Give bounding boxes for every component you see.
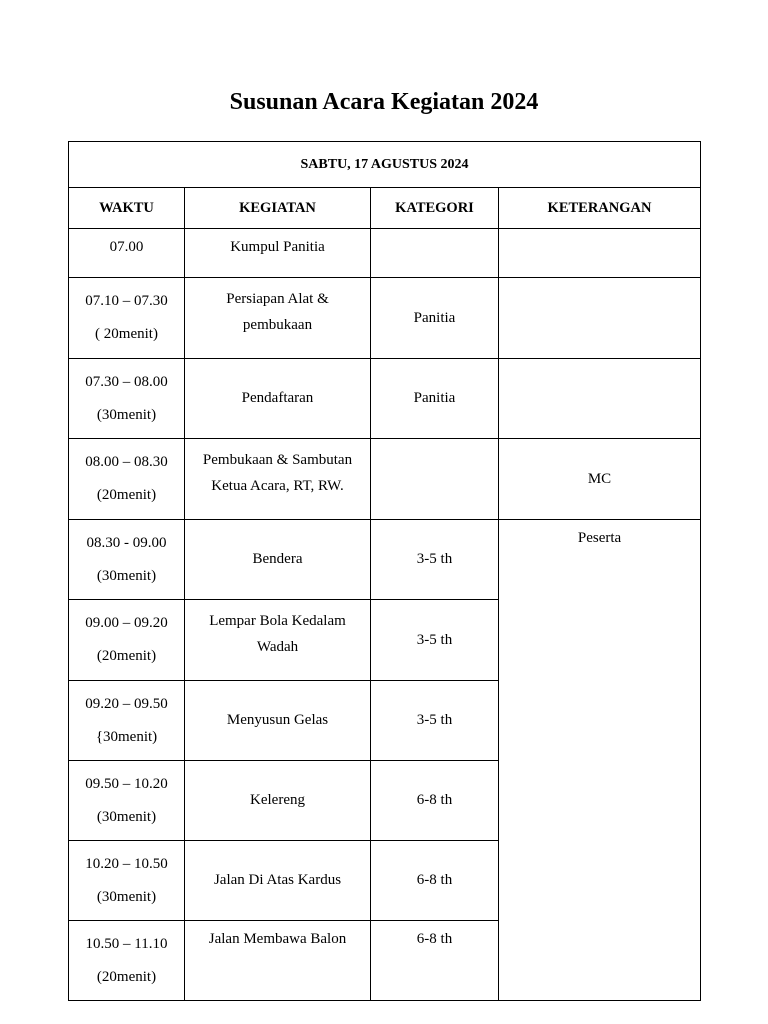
activity-cell: Jalan Di Atas Kardus <box>185 841 371 921</box>
category-cell: 6-8 th <box>371 841 499 921</box>
note-cell <box>499 229 701 278</box>
activity-text: Lempar Bola Kedalam Wadah <box>209 613 346 655</box>
duration-text: (30menit) <box>96 568 157 584</box>
category-cell: Panitia <box>371 278 499 359</box>
time-cell <box>69 761 185 841</box>
header-waktu: WAKTU <box>69 188 185 229</box>
table-row <box>69 278 701 359</box>
time-cell <box>69 600 185 681</box>
time-cell <box>69 921 185 1001</box>
time-cell <box>69 841 185 921</box>
date-banner: SABTU, 17 AGUSTUS 2024 <box>69 142 701 188</box>
time-text: 10.20 – 10.50 <box>85 856 168 872</box>
activity-cell: Jalan Membawa Balon <box>185 921 371 1001</box>
duration-text: (20menit) <box>96 648 157 664</box>
time-cell <box>69 229 185 278</box>
time-text: 08.00 – 08.30 <box>85 454 168 470</box>
duration-text: (30menit) <box>96 407 157 423</box>
time-text: 07.00 <box>109 239 144 255</box>
activity-cell <box>185 278 371 359</box>
category-cell: 6-8 th <box>371 761 499 841</box>
category-cell: 3-5 th <box>371 520 499 600</box>
document-title: Susunan Acara Kegiatan 2024 <box>229 89 539 115</box>
time-text: 09.20 – 09.50 <box>85 696 168 712</box>
time-cell <box>69 520 185 600</box>
table-row <box>69 520 701 600</box>
time-cell <box>69 359 185 439</box>
category-cell: Panitia <box>371 359 499 439</box>
activity-cell <box>185 600 371 681</box>
header-keterangan: KETERANGAN <box>499 188 701 229</box>
category-cell: 3-5 th <box>371 600 499 681</box>
time-text: 08.30 - 09.00 <box>86 535 167 551</box>
duration-text: ( 20menit) <box>95 326 158 342</box>
activity-cell <box>185 439 371 520</box>
activity-cell: Kelereng <box>185 761 371 841</box>
time-text: 09.50 – 10.20 <box>85 776 168 792</box>
category-cell: 3-5 th <box>371 681 499 761</box>
table-row <box>69 229 701 278</box>
activity-cell: Bendera <box>185 520 371 600</box>
time-cell <box>69 278 185 359</box>
note-cell <box>499 278 701 359</box>
time-text: 07.10 – 07.30 <box>85 293 168 309</box>
time-cell <box>69 681 185 761</box>
category-cell <box>371 439 499 520</box>
category-cell: 6-8 th <box>371 921 499 1001</box>
table-row <box>69 439 701 520</box>
header-kategori: KATEGORI <box>371 188 499 229</box>
duration-text: (30menit) <box>96 809 157 825</box>
header-row <box>69 188 701 229</box>
duration-text: (20menit) <box>96 487 157 503</box>
time-text: 09.00 – 09.20 <box>85 615 168 631</box>
activity-cell: Menyusun Gelas <box>185 681 371 761</box>
time-text: 07.30 – 08.00 <box>85 374 168 390</box>
schedule-table <box>68 141 701 1001</box>
activity-text: Pembukaan & Sambutan Ketua Acara, RT, RW. <box>202 452 353 494</box>
activity-cell: Pendaftaran <box>185 359 371 439</box>
note-cell-peserta: Peserta <box>499 520 701 1001</box>
note-cell: MC <box>499 439 701 520</box>
note-cell <box>499 359 701 439</box>
date-banner-row <box>69 142 701 188</box>
time-cell <box>69 439 185 520</box>
duration-text: (20menit) <box>96 969 157 985</box>
time-text: 10.50 – 11.10 <box>85 936 168 952</box>
category-cell <box>371 229 499 278</box>
duration-text: (30menit) <box>96 889 157 905</box>
duration-text: {30menit) <box>95 729 158 745</box>
activity-text: Persiapan Alat & pembukaan <box>226 291 329 333</box>
header-kegiatan: KEGIATAN <box>185 188 371 229</box>
table-row <box>69 359 701 439</box>
activity-cell: Kumpul Panitia <box>185 229 371 278</box>
